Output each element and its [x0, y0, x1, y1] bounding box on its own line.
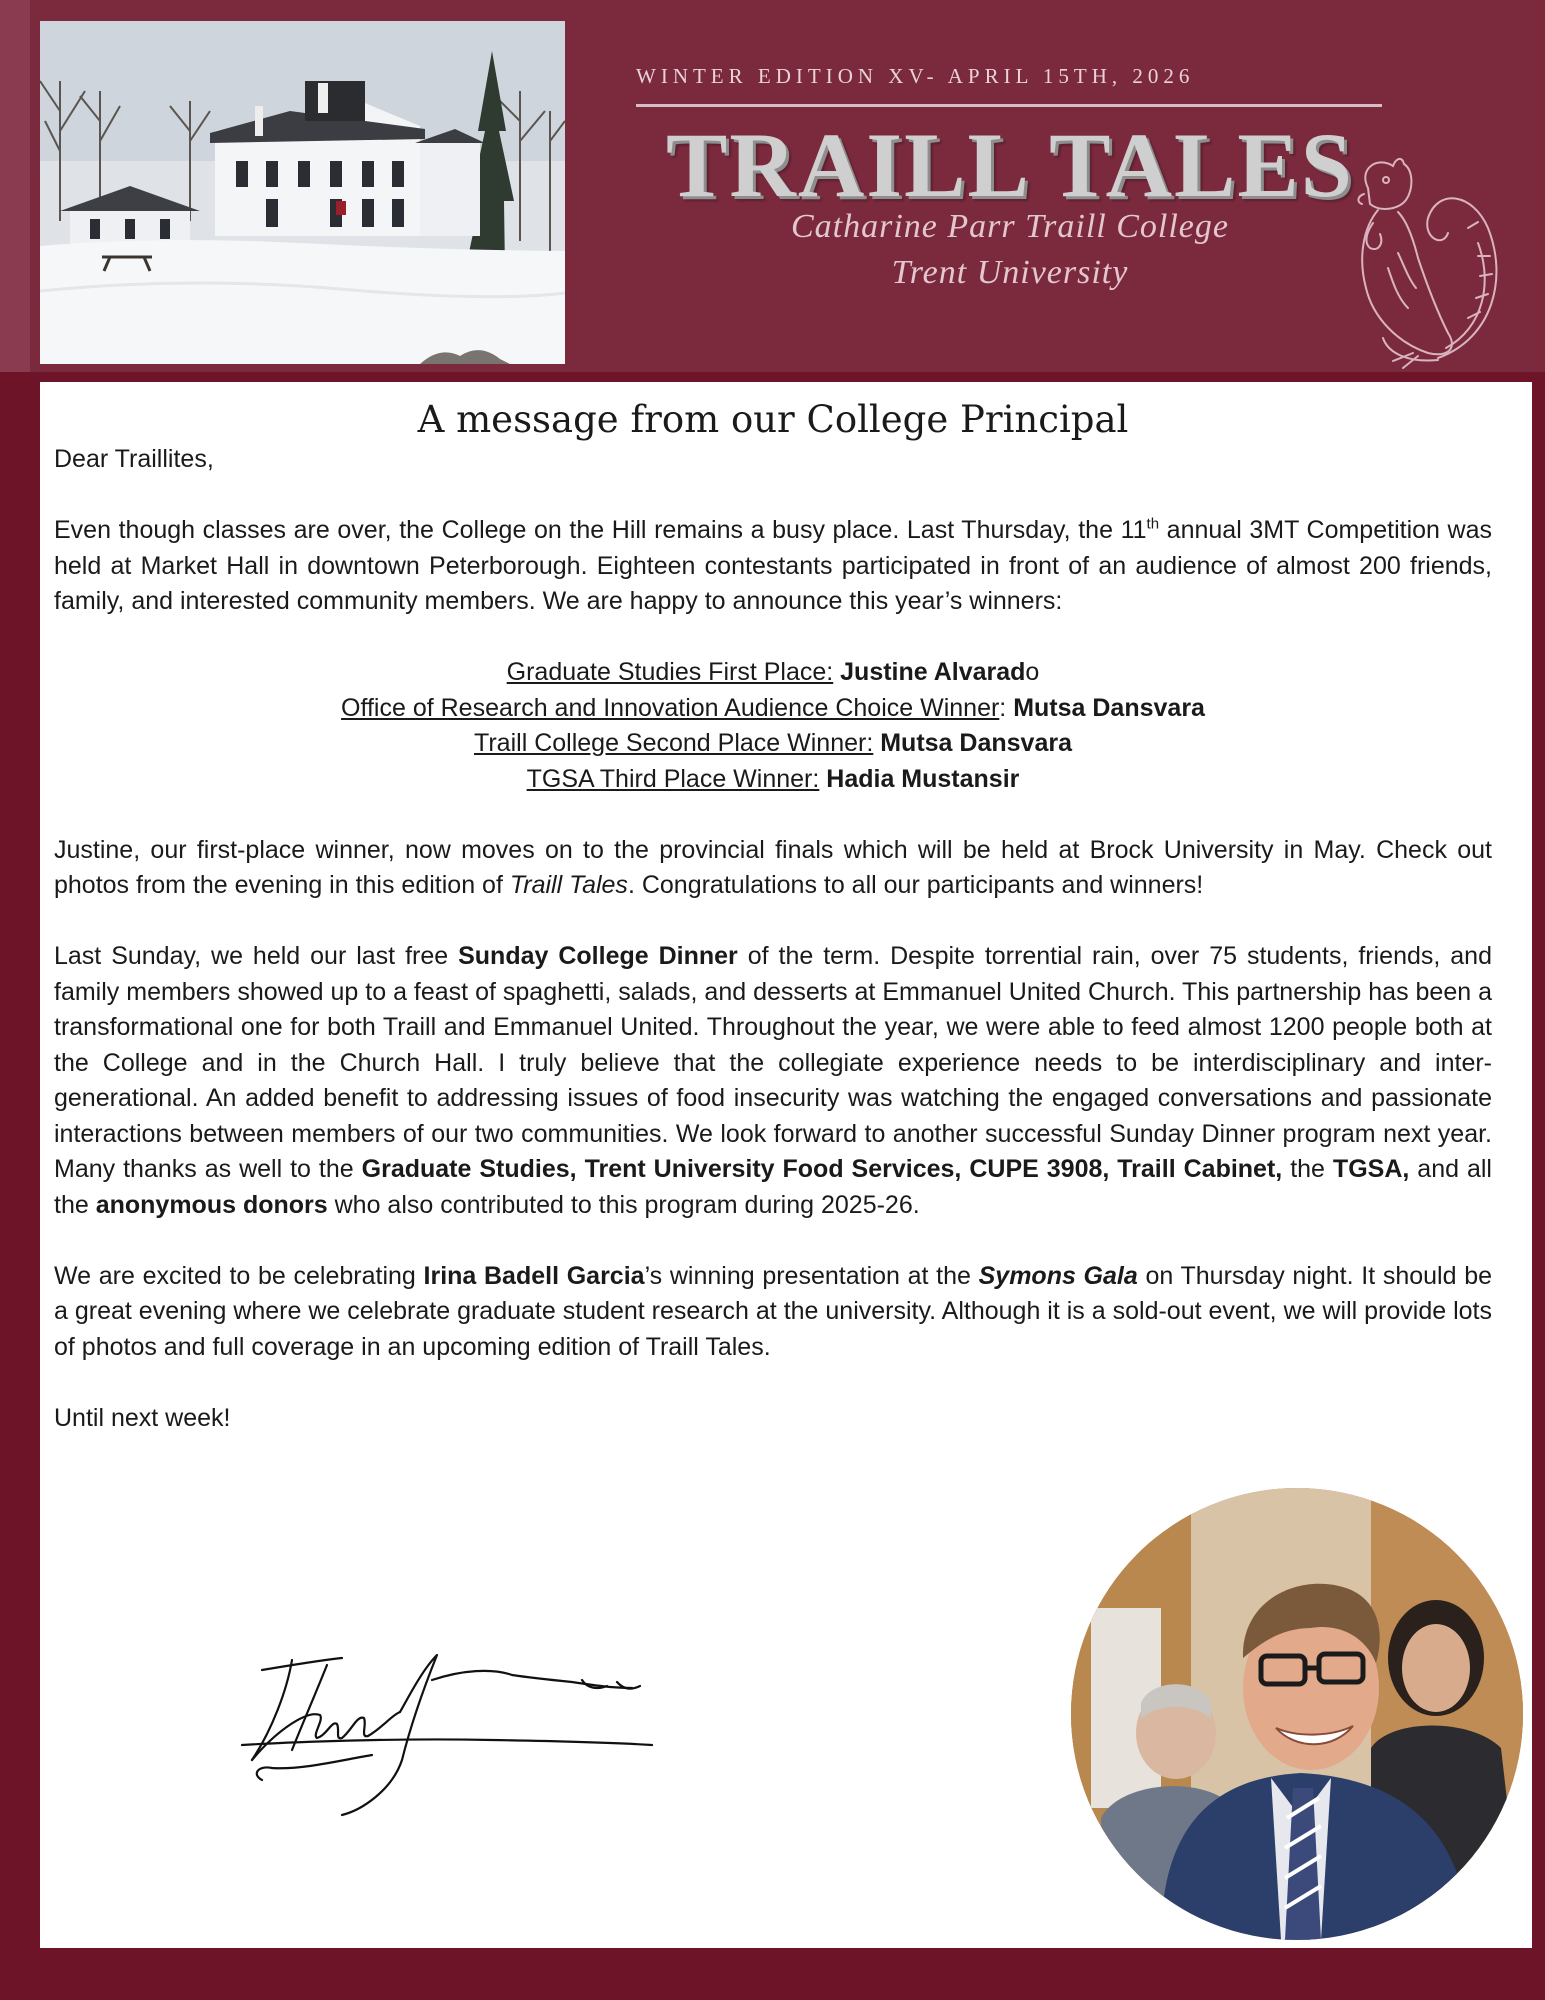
paragraph-symons-gala: We are excited to be celebrating Irina Badell Garcia’s winning presentation at the Symons Gala on Thursday night. It should be a great evening where we celebrate graduate student research at the university. Although it is a sold-out event, we will provide lots of photos and full coverage in an upcoming edition of Traill Tales.	[54, 1261, 1493, 1361]
article-body	[54, 382, 1492, 1436]
paragraph-3mt: Even though classes are over, the College on the Hill remains a busy place. Last Thursday, the 11th annual 3MT Competition was held at Market Hall in downtown Peterborough. Eighteen contestants participated in front of an audience of almost 200 friends, family, and interested community members. We are happy to announce this year’s winners:	[54, 515, 1492, 615]
closing-line: Until next week!	[54, 1403, 231, 1432]
winner-line: Office of Research and Innovation Audience Choice Winner: Mutsa Dansvara	[341, 693, 1205, 722]
masthead-left-strip	[0, 0, 30, 372]
winners-list	[54, 655, 1492, 797]
winner-line: Traill College Second Place Winner: Mutsa Dansvara	[474, 729, 1072, 757]
squirrel-illustration	[1318, 148, 1508, 374]
greeting: Dear Traillites,	[54, 445, 214, 473]
edition-line: WINTER EDITION XV- APRIL 15TH, 2026	[636, 64, 1195, 88]
signature	[232, 1620, 672, 1820]
principal-portrait	[1071, 1488, 1523, 1940]
masthead-divider	[636, 104, 1382, 107]
university-name: Trent University	[891, 254, 1129, 291]
article-heading: A message from our College Principal	[417, 398, 1129, 441]
masthead	[0, 0, 1545, 372]
college-name: Catharine Parr Traill College	[791, 208, 1229, 245]
paragraph-sunday-dinner: Last Sunday, we held our last free Sunday College Dinner of the term. Despite torrential rain, over 75 students, friends, and family members showed up to a feast of spaghetti, salads, and desserts at Emmanuel United Church. This partnership has been a transformational one for both Traill and Emmanuel United. Throughout the year, we were able to feed almost 1200 people both at the College and in the Church Hall. I truly believe that the collegiate experience needs to be interdisciplinary and inter-generational. An added benefit to addressing issues of food insecurity was watching the engaged conversations and passionate interactions between members of our two communities. We look forward to another successful Sunday Dinner program next year. Many thanks as well to the Graduate Studies, Trent University Food Services, CUPE 3908, Traill Cabinet, the TGSA, and all the anonymous donors who also contributed to this program during 2025-26.	[54, 942, 1492, 1219]
paragraph-finals: Justine, our first-place winner, now moves on to the provincial finals which will be held at Brock University in May. Check out photos from the evening in this edition of Traill Tales. Congratulations to all our participants and winners!	[54, 835, 1492, 899]
winner-line: Graduate Studies First Place: Justine Alvarado	[506, 658, 1040, 686]
newsletter-title: TRAILL TALES	[666, 114, 1354, 216]
college-building-photo	[40, 21, 565, 364]
winner-line: TGSA Third Place Winner: Hadia Mustansir	[526, 764, 1020, 793]
